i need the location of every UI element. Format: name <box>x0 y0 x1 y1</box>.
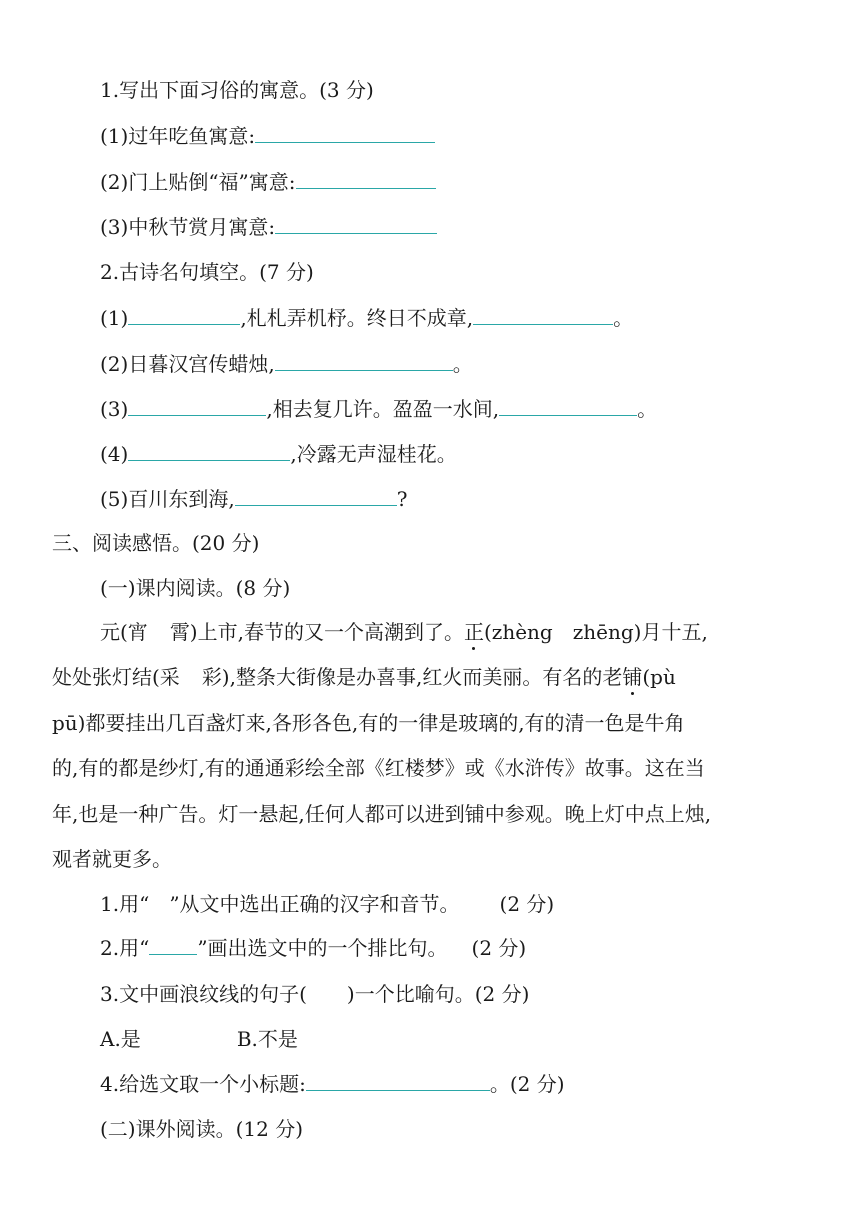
answer-blank[interactable] <box>235 485 397 506</box>
passage-line-5: 年,也是一种广告。灯一悬起,任何人都可以进到铺中参观。晚上灯中点上烛, <box>52 802 712 826</box>
section-3-title: 三、阅读感悟。(20 分) <box>52 531 260 555</box>
reading-question-1: 1.用“ ”从文中选出正确的汉字和音节。 (2 分) <box>100 892 555 916</box>
passage-line-1: 元(宵 霄)上市,春节的又一个高潮到了。正(zhèng zhēng)月十五, <box>100 620 708 644</box>
emphasis-char: 正 <box>463 620 484 644</box>
reading-question-3: 3.文中画浪纹线的句子( )一个比喻句。(2 分) <box>100 982 530 1006</box>
answer-blank[interactable] <box>255 122 435 143</box>
question-2-item-5: (5)百川东到海, ? <box>100 487 408 511</box>
question-1-item-1: (1)过年吃鱼寓意: <box>100 122 435 150</box>
emphasis-char: 铺 <box>622 665 643 689</box>
answer-blank[interactable] <box>306 1070 490 1091</box>
passage-line-6: 观者就更多。 <box>52 847 172 871</box>
question-1-item-2: (2)门上贴倒“福”寓意: <box>100 168 436 196</box>
option-b[interactable]: B.不是 <box>236 1027 298 1051</box>
question-2-item-4: (4) ,冷露无声湿桂花。 <box>100 442 457 466</box>
answer-blank[interactable] <box>128 395 266 416</box>
passage-line-3: pū)都要挂出几百盏灯来,各形各色,有的一律是玻璃的,有的清一色是牛角 <box>52 711 685 735</box>
question-2-title: 2.古诗名句填空。(7 分) <box>100 260 314 284</box>
answer-blank[interactable] <box>128 440 290 461</box>
question-2-item-1: (1) ,札札弄机杼。终日不成章, 。 <box>100 306 634 330</box>
reading-question-4: 4.给选文取一个小标题: 。(2 分) <box>100 1072 565 1096</box>
option-a[interactable]: A.是 <box>100 1027 141 1051</box>
answer-blank[interactable] <box>296 168 436 189</box>
part-1-title: (一)课内阅读。(8 分) <box>100 576 291 600</box>
answer-blank[interactable] <box>275 213 437 234</box>
question-1-item-3: (3)中秋节赏月寓意: <box>100 213 437 241</box>
answer-blank[interactable] <box>473 304 613 325</box>
answer-blank[interactable] <box>499 395 637 416</box>
answer-blank[interactable] <box>275 350 453 371</box>
question-2-item-2: (2)日暮汉宫传蜡烛, 。 <box>100 352 473 376</box>
question-2-item-3: (3) ,相去复几许。盈盈一水间, 。 <box>100 397 658 421</box>
underline-sample <box>149 934 197 955</box>
passage-line-4: 的,有的都是纱灯,有的通通彩绘全部《红楼梦》或《水浒传》故事。这在当 <box>52 756 705 780</box>
part-2-title: (二)课外阅读。(12 分) <box>100 1117 304 1141</box>
reading-question-2: 2.用“ ”画出选文中的一个排比句。 (2 分) <box>100 936 527 960</box>
passage-line-2: 处处张灯结(采 彩),整条大街像是办喜事,红火而美丽。有名的老铺(pù <box>52 665 676 689</box>
reading-question-3-options <box>100 1025 298 1053</box>
question-1-title: 1.写出下面习俗的寓意。(3 分) <box>100 78 374 102</box>
answer-blank[interactable] <box>128 304 240 325</box>
